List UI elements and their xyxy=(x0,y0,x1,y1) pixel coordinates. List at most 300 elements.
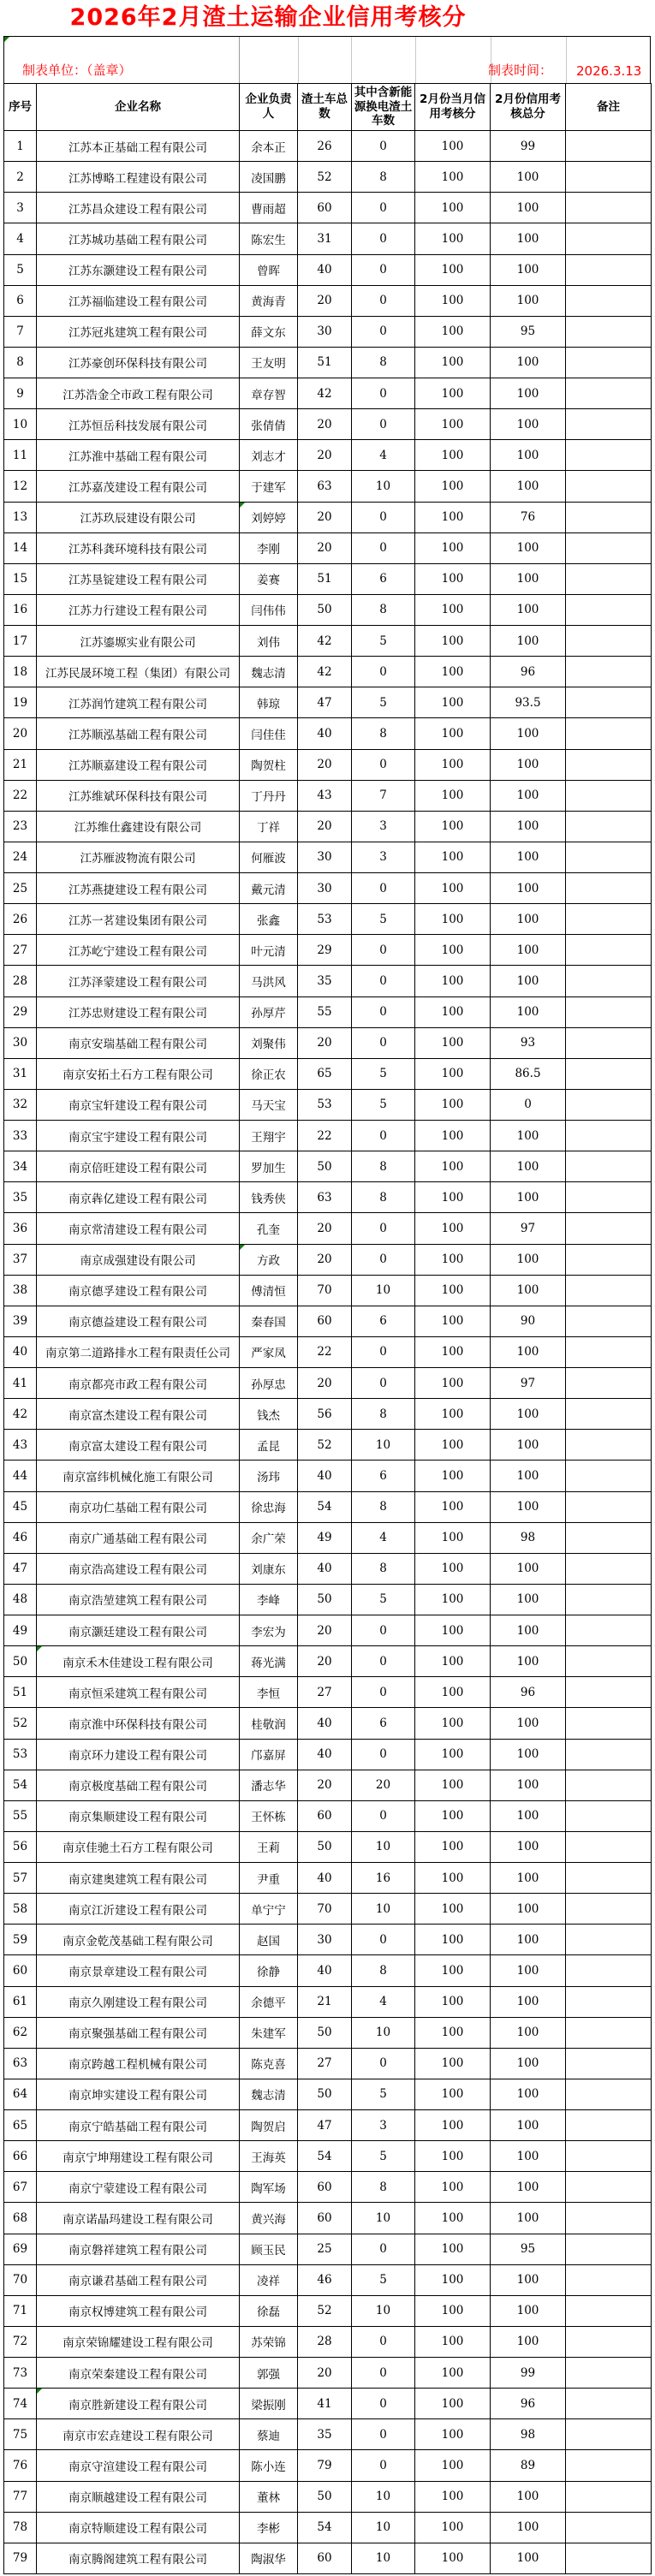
table-row xyxy=(4,2419,652,2450)
cell-month-score: 100 xyxy=(415,2358,491,2389)
cell-index: 6 xyxy=(4,285,37,316)
cell-index: 55 xyxy=(4,1800,37,1831)
cell-company: 江苏忠财建设工程有限公司 xyxy=(37,996,240,1027)
cell-month-score: 100 xyxy=(415,687,491,718)
cell-manager: 闫伟伟 xyxy=(240,594,298,625)
cell-ev-trucks: 0 xyxy=(352,935,415,966)
cell-month-score: 100 xyxy=(415,471,491,502)
gridline xyxy=(566,37,567,83)
cell-manager: 朱建军 xyxy=(240,2017,298,2048)
cell-ev-trucks: 0 xyxy=(352,285,415,316)
cell-index: 18 xyxy=(4,657,37,687)
cell-manager: 钱秀侠 xyxy=(240,1182,298,1213)
cell-month-score: 100 xyxy=(415,1399,491,1430)
cell-company: 江苏垦锭建设工程有限公司 xyxy=(37,563,240,594)
cell-total-score: 100 xyxy=(491,966,566,996)
cell-index: 16 xyxy=(4,594,37,625)
cell-index: 43 xyxy=(4,1430,37,1461)
cell-manager: 黄海青 xyxy=(240,285,298,316)
cell-month-score: 100 xyxy=(415,193,491,223)
cell-ev-trucks: 20 xyxy=(352,1770,415,1800)
cell-truck-total: 47 xyxy=(298,687,352,718)
cell-ev-trucks: 10 xyxy=(352,1430,415,1461)
cell-index: 23 xyxy=(4,811,37,842)
cell-total-score: 100 xyxy=(491,2141,566,2172)
cell-company: 南京宁坤翔建设工程有限公司 xyxy=(37,2141,240,2172)
cell-total-score: 99 xyxy=(491,2358,566,2389)
cell-truck-total: 27 xyxy=(298,2048,352,2079)
cell-truck-total: 60 xyxy=(298,2172,352,2203)
cell-total-score: 100 xyxy=(491,2172,566,2203)
cell-month-score: 100 xyxy=(415,1089,491,1120)
cell-index: 37 xyxy=(4,1244,37,1275)
table-row xyxy=(4,2079,652,2109)
cell-company: 南京富纬机械化施工有限公司 xyxy=(37,1461,240,1491)
cell-remark xyxy=(566,254,652,285)
cell-manager: 李彬 xyxy=(240,2512,298,2543)
table-row xyxy=(4,131,652,162)
cell-truck-total: 52 xyxy=(298,162,352,193)
cell-ev-trucks: 4 xyxy=(352,1986,415,2017)
cell-manager: 赵国 xyxy=(240,1925,298,1955)
cell-total-score: 100 xyxy=(491,223,566,254)
cell-manager: 魏志清 xyxy=(240,657,298,687)
cell-index: 54 xyxy=(4,1770,37,1800)
cell-index: 76 xyxy=(4,2450,37,2481)
cell-total-score: 100 xyxy=(491,193,566,223)
cell-manager: 何雁波 xyxy=(240,842,298,872)
table-row xyxy=(4,1275,652,1306)
cell-remark xyxy=(566,2481,652,2512)
table-row xyxy=(4,1831,652,1862)
table-row xyxy=(4,2264,652,2295)
cell-ev-trucks: 3 xyxy=(352,842,415,872)
cell-month-score: 100 xyxy=(415,2203,491,2234)
cell-manager: 孙厚忠 xyxy=(240,1368,298,1399)
cell-manager: 于建军 xyxy=(240,471,298,502)
cell-index: 35 xyxy=(4,1182,37,1213)
cell-month-score: 100 xyxy=(415,1831,491,1862)
cell-month-score: 100 xyxy=(415,563,491,594)
cell-company: 江苏顺泓基础工程有限公司 xyxy=(37,718,240,749)
gridline xyxy=(298,37,299,83)
cell-month-score: 100 xyxy=(415,1430,491,1461)
table-row xyxy=(4,626,652,657)
cell-month-score: 100 xyxy=(415,811,491,842)
cell-ev-trucks: 5 xyxy=(352,2141,415,2172)
cell-month-score: 100 xyxy=(415,532,491,563)
cell-total-score: 100 xyxy=(491,2203,566,2234)
cell-truck-total: 20 xyxy=(298,811,352,842)
report-time-value: 2026.3.13 xyxy=(576,63,642,79)
table-row xyxy=(4,657,652,687)
cell-ev-trucks: 8 xyxy=(352,162,415,193)
cell-manager: 苏荣锦 xyxy=(240,2326,298,2357)
cell-manager: 徐忠海 xyxy=(240,1491,298,1522)
cell-index: 3 xyxy=(4,193,37,223)
cell-manager: 韩琼 xyxy=(240,687,298,718)
table-row xyxy=(4,2450,652,2481)
cell-ev-trucks: 0 xyxy=(352,1213,415,1244)
cell-month-score: 100 xyxy=(415,1336,491,1367)
cell-remark xyxy=(566,2203,652,2234)
cell-month-score: 100 xyxy=(415,2512,491,2543)
cell-total-score: 100 xyxy=(491,532,566,563)
table-row xyxy=(4,2543,652,2573)
table-row xyxy=(4,1925,652,1955)
cell-truck-total: 54 xyxy=(298,2512,352,2543)
cell-index: 40 xyxy=(4,1336,37,1367)
cell-month-score: 100 xyxy=(415,2419,491,2450)
cell-manager: 叶元清 xyxy=(240,935,298,966)
cell-ev-trucks: 5 xyxy=(352,2079,415,2109)
table-row xyxy=(4,1244,652,1275)
table-row xyxy=(4,1739,652,1770)
cell-company: 南京犇亿建设工程有限公司 xyxy=(37,1182,240,1213)
cell-ev-trucks: 6 xyxy=(352,1306,415,1336)
cell-company: 南京都亮市政工程有限公司 xyxy=(37,1368,240,1399)
cell-truck-total: 60 xyxy=(298,1800,352,1831)
cell-manager: 蔡迪 xyxy=(240,2419,298,2450)
gridline xyxy=(415,37,416,83)
excel-error-marker xyxy=(240,503,245,508)
cell-index: 10 xyxy=(4,409,37,440)
cell-company: 南京江沂建设工程有限公司 xyxy=(37,1894,240,1925)
cell-ev-trucks: 5 xyxy=(352,904,415,935)
cell-remark xyxy=(566,563,652,594)
cell-month-score: 100 xyxy=(415,2450,491,2481)
cell-remark xyxy=(566,718,652,749)
cell-month-score: 100 xyxy=(415,1677,491,1708)
cell-remark xyxy=(566,131,652,162)
cell-company: 南京宁蒙建设工程有限公司 xyxy=(37,2172,240,2203)
cell-manager: 王海英 xyxy=(240,2141,298,2172)
cell-ev-trucks: 0 xyxy=(352,1800,415,1831)
cell-month-score: 100 xyxy=(415,749,491,780)
cell-ev-trucks: 6 xyxy=(352,563,415,594)
cell-remark xyxy=(566,2079,652,2109)
cell-month-score: 100 xyxy=(415,1121,491,1151)
cell-manager: 王怀栋 xyxy=(240,1800,298,1831)
cell-month-score: 100 xyxy=(415,1306,491,1336)
cell-ev-trucks: 0 xyxy=(352,996,415,1027)
cell-company: 南京聚强基础工程有限公司 xyxy=(37,2017,240,2048)
cell-month-score: 100 xyxy=(415,1244,491,1275)
cell-remark xyxy=(566,1213,652,1244)
cell-index: 75 xyxy=(4,2419,37,2450)
table-row xyxy=(4,1399,652,1430)
cell-month-score: 100 xyxy=(415,409,491,440)
cell-month-score: 100 xyxy=(415,873,491,904)
cell-index: 17 xyxy=(4,626,37,657)
cell-remark xyxy=(566,2172,652,2203)
col-header-truck-total: 渣土车总数 xyxy=(298,84,352,131)
cell-company: 南京浩高建设工程有限公司 xyxy=(37,1553,240,1584)
cell-manager: 丁丹丹 xyxy=(240,780,298,811)
table-row xyxy=(4,2048,652,2079)
gridline xyxy=(351,37,352,83)
cell-index: 46 xyxy=(4,1522,37,1553)
cell-remark xyxy=(566,687,652,718)
cell-remark xyxy=(566,285,652,316)
table-row xyxy=(4,1182,652,1213)
cell-remark xyxy=(566,594,652,625)
cell-index: 25 xyxy=(4,873,37,904)
table-row xyxy=(4,223,652,254)
cell-remark xyxy=(566,1708,652,1739)
cell-ev-trucks: 0 xyxy=(352,1925,415,1955)
table-row xyxy=(4,409,652,440)
cell-truck-total: 40 xyxy=(298,1708,352,1739)
cell-manager: 李恒 xyxy=(240,1677,298,1708)
cell-index: 79 xyxy=(4,2543,37,2573)
cell-remark xyxy=(566,966,652,996)
cell-total-score: 100 xyxy=(491,1646,566,1677)
cell-remark xyxy=(566,223,652,254)
cell-total-score: 100 xyxy=(491,2512,566,2543)
cell-month-score: 100 xyxy=(415,1461,491,1491)
cell-company: 江苏顺嘉建设工程有限公司 xyxy=(37,749,240,780)
cell-index: 72 xyxy=(4,2326,37,2357)
cell-company: 南京富太建设工程有限公司 xyxy=(37,1430,240,1461)
cell-index: 53 xyxy=(4,1739,37,1770)
cell-month-score: 100 xyxy=(415,2141,491,2172)
cell-index: 71 xyxy=(4,2295,37,2326)
cell-total-score: 98 xyxy=(491,1522,566,1553)
cell-truck-total: 42 xyxy=(298,657,352,687)
cell-company: 南京腾阁建筑工程有限公司 xyxy=(37,2543,240,2573)
cell-month-score: 100 xyxy=(415,2172,491,2203)
cell-index: 51 xyxy=(4,1677,37,1708)
cell-remark xyxy=(566,1646,652,1677)
cell-remark xyxy=(566,440,652,471)
table-row xyxy=(4,1863,652,1894)
cell-company: 南京金乾茂基础工程有限公司 xyxy=(37,1925,240,1955)
cell-ev-trucks: 16 xyxy=(352,1863,415,1894)
cell-truck-total: 41 xyxy=(298,2389,352,2419)
cell-month-score: 100 xyxy=(415,626,491,657)
table-row xyxy=(4,1336,652,1367)
cell-company: 南京淮中环保科技有限公司 xyxy=(37,1708,240,1739)
cell-ev-trucks: 0 xyxy=(352,1121,415,1151)
cell-manager: 方政 xyxy=(240,1244,298,1275)
cell-manager: 徐静 xyxy=(240,1955,298,1986)
cell-truck-total: 20 xyxy=(298,440,352,471)
cell-month-score: 100 xyxy=(415,1522,491,1553)
cell-index: 48 xyxy=(4,1584,37,1615)
cell-company: 江苏鎏塬实业有限公司 xyxy=(37,626,240,657)
cell-total-score: 100 xyxy=(491,347,566,378)
cell-company: 南京恒采建筑工程有限公司 xyxy=(37,1677,240,1708)
table-row xyxy=(4,2389,652,2419)
cell-month-score: 100 xyxy=(415,285,491,316)
excel-error-marker xyxy=(37,2389,42,2394)
cell-ev-trucks: 5 xyxy=(352,687,415,718)
table-row xyxy=(4,2326,652,2357)
cell-truck-total: 20 xyxy=(298,749,352,780)
cell-ev-trucks: 0 xyxy=(352,254,415,285)
cell-truck-total: 63 xyxy=(298,1182,352,1213)
cell-total-score: 100 xyxy=(491,1986,566,2017)
cell-manager: 丁祥 xyxy=(240,811,298,842)
cell-ev-trucks: 0 xyxy=(352,223,415,254)
cell-truck-total: 22 xyxy=(298,1336,352,1367)
cell-month-score: 100 xyxy=(415,2264,491,2295)
cell-manager: 姜赛 xyxy=(240,563,298,594)
cell-manager: 凌国鹏 xyxy=(240,162,298,193)
table-row xyxy=(4,842,652,872)
cell-index: 2 xyxy=(4,162,37,193)
cell-ev-trucks: 0 xyxy=(352,2048,415,2079)
table-row xyxy=(4,749,652,780)
cell-index: 66 xyxy=(4,2141,37,2172)
cell-manager: 闫佳佳 xyxy=(240,718,298,749)
cell-remark xyxy=(566,1955,652,1986)
cell-ev-trucks: 0 xyxy=(352,409,415,440)
cell-ev-trucks: 10 xyxy=(352,1275,415,1306)
cell-month-score: 100 xyxy=(415,2234,491,2264)
cell-company: 南京常清建设工程有限公司 xyxy=(37,1213,240,1244)
cell-truck-total: 50 xyxy=(298,2079,352,2109)
col-header-month-score: 2月份当月信用考核分 xyxy=(415,84,491,131)
table-row xyxy=(4,935,652,966)
cell-truck-total: 49 xyxy=(298,1522,352,1553)
cell-truck-total: 51 xyxy=(298,563,352,594)
cell-truck-total: 20 xyxy=(298,502,352,532)
cell-ev-trucks: 8 xyxy=(352,1182,415,1213)
cell-truck-total: 40 xyxy=(298,1955,352,1986)
cell-manager: 邝嘉屏 xyxy=(240,1739,298,1770)
cell-total-score: 100 xyxy=(491,935,566,966)
cell-remark xyxy=(566,1275,652,1306)
cell-manager: 戴元清 xyxy=(240,873,298,904)
cell-month-score: 100 xyxy=(415,316,491,347)
cell-remark xyxy=(566,1800,652,1831)
cell-remark xyxy=(566,2389,652,2419)
cell-manager: 薛文东 xyxy=(240,316,298,347)
cell-total-score: 100 xyxy=(491,1121,566,1151)
cell-company: 江苏玖辰建设有限公司 xyxy=(37,502,240,532)
cell-index: 38 xyxy=(4,1275,37,1306)
cell-manager: 桂敬润 xyxy=(240,1708,298,1739)
cell-manager: 余广荣 xyxy=(240,1522,298,1553)
cell-total-score: 100 xyxy=(491,1739,566,1770)
cell-manager: 李宏为 xyxy=(240,1615,298,1646)
cell-truck-total: 30 xyxy=(298,873,352,904)
cell-manager: 魏志清 xyxy=(240,2079,298,2109)
table-row xyxy=(4,1522,652,1553)
cell-truck-total: 20 xyxy=(298,1615,352,1646)
cell-ev-trucks: 8 xyxy=(352,594,415,625)
table-row xyxy=(4,2172,652,2203)
table-body xyxy=(4,131,652,2574)
cell-index: 47 xyxy=(4,1553,37,1584)
cell-manager: 孟昆 xyxy=(240,1430,298,1461)
cell-ev-trucks: 0 xyxy=(352,1677,415,1708)
gridline xyxy=(239,37,240,83)
cell-month-score: 100 xyxy=(415,1553,491,1584)
cell-manager: 徐磊 xyxy=(240,2295,298,2326)
credit-score-table xyxy=(3,83,652,2574)
cell-truck-total: 56 xyxy=(298,1399,352,1430)
cell-manager: 余本正 xyxy=(240,131,298,162)
table-row xyxy=(4,1677,652,1708)
cell-manager: 刘伟 xyxy=(240,626,298,657)
cell-index: 7 xyxy=(4,316,37,347)
cell-total-score: 96 xyxy=(491,1677,566,1708)
cell-remark xyxy=(566,2017,652,2048)
cell-total-score: 100 xyxy=(491,2048,566,2079)
cell-truck-total: 42 xyxy=(298,378,352,409)
cell-truck-total: 55 xyxy=(298,996,352,1027)
cell-ev-trucks: 0 xyxy=(352,316,415,347)
cell-manager: 陶贺启 xyxy=(240,2110,298,2141)
cell-index: 13 xyxy=(4,502,37,532)
cell-company: 江苏本正基础工程有限公司 xyxy=(37,131,240,162)
cell-index: 29 xyxy=(4,996,37,1027)
cell-month-score: 100 xyxy=(415,2326,491,2357)
cell-remark xyxy=(566,1894,652,1925)
cell-total-score: 100 xyxy=(491,1615,566,1646)
cell-month-score: 100 xyxy=(415,594,491,625)
cell-total-score: 95 xyxy=(491,2234,566,2264)
table-row xyxy=(4,1646,652,1677)
cell-manager: 陈小连 xyxy=(240,2450,298,2481)
cell-total-score: 90 xyxy=(491,1306,566,1336)
cell-remark xyxy=(566,2543,652,2573)
cell-total-score: 100 xyxy=(491,780,566,811)
cell-truck-total: 30 xyxy=(298,842,352,872)
cell-manager: 曹雨超 xyxy=(240,193,298,223)
excel-error-marker xyxy=(37,1646,42,1651)
cell-month-score: 100 xyxy=(415,1368,491,1399)
cell-total-score: 100 xyxy=(491,1553,566,1584)
table-row xyxy=(4,1461,652,1491)
cell-total-score: 100 xyxy=(491,1708,566,1739)
cell-truck-total: 30 xyxy=(298,316,352,347)
cell-ev-trucks: 3 xyxy=(352,2110,415,2141)
table-row xyxy=(4,2512,652,2543)
cell-truck-total: 47 xyxy=(298,2110,352,2141)
cell-remark xyxy=(566,935,652,966)
cell-company: 江苏雁波物流有限公司 xyxy=(37,842,240,872)
cell-ev-trucks: 6 xyxy=(352,1461,415,1491)
table-row xyxy=(4,2295,652,2326)
table-row xyxy=(4,532,652,563)
table-row xyxy=(4,966,652,996)
cell-ev-trucks: 8 xyxy=(352,1151,415,1182)
cell-total-score: 100 xyxy=(491,2264,566,2295)
cell-total-score: 0 xyxy=(491,1089,566,1120)
cell-manager: 顾玉民 xyxy=(240,2234,298,2264)
cell-company: 南京荣秦建设工程有限公司 xyxy=(37,2358,240,2389)
cell-month-score: 100 xyxy=(415,2543,491,2573)
cell-total-score: 100 xyxy=(491,873,566,904)
cell-ev-trucks: 8 xyxy=(352,1955,415,1986)
cell-manager: 章存智 xyxy=(240,378,298,409)
cell-ev-trucks: 3 xyxy=(352,811,415,842)
cell-total-score: 93.5 xyxy=(491,687,566,718)
cell-company: 江苏博略工程建设有限公司 xyxy=(37,162,240,193)
cell-month-score: 100 xyxy=(415,1646,491,1677)
cell-ev-trucks: 10 xyxy=(352,2543,415,2573)
cell-company: 南京宁皓基础工程有限公司 xyxy=(37,2110,240,2141)
cell-company: 南京谦君基础工程有限公司 xyxy=(37,2264,240,2295)
cell-total-score: 95 xyxy=(491,316,566,347)
cell-truck-total: 46 xyxy=(298,2264,352,2295)
cell-truck-total: 53 xyxy=(298,1089,352,1120)
cell-index: 44 xyxy=(4,1461,37,1491)
